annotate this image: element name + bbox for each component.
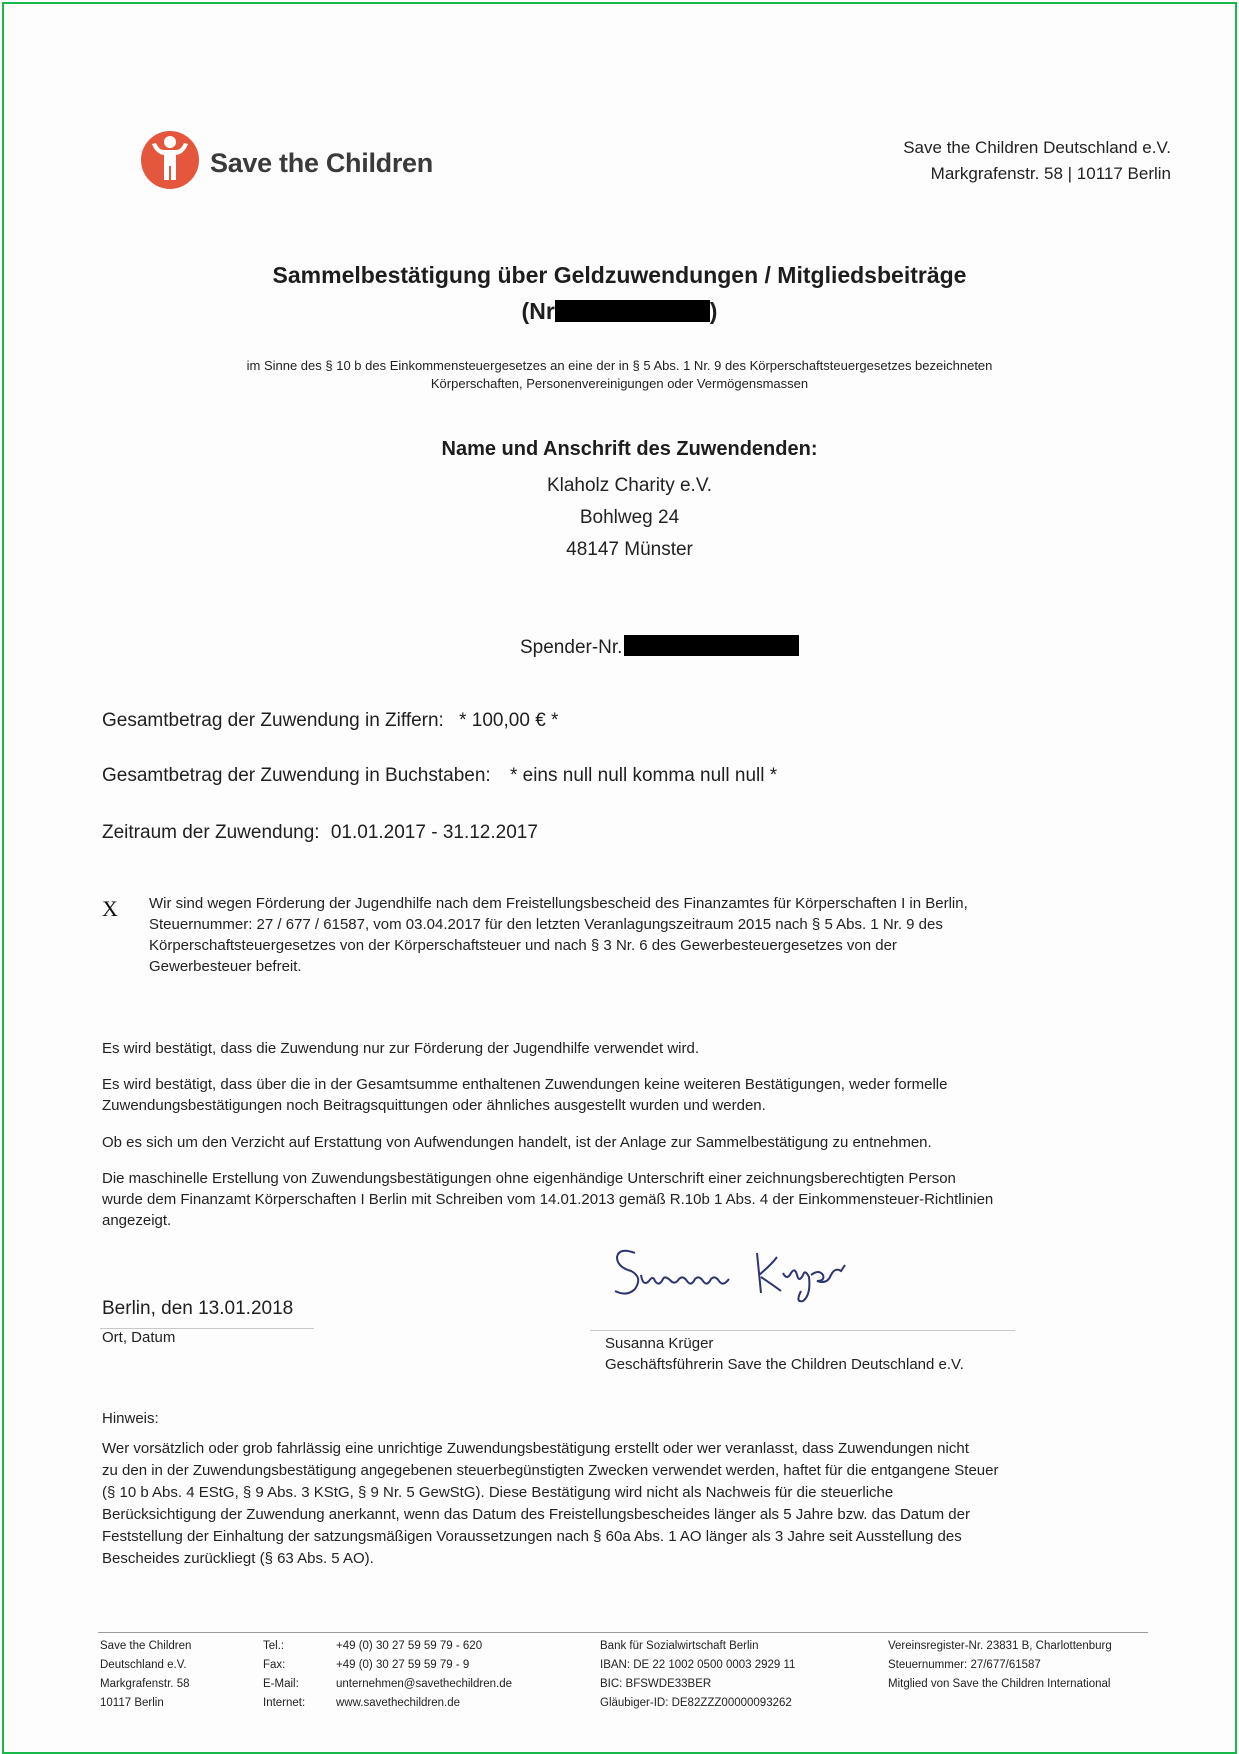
footer-line: Steuernummer: 27/677/61587	[888, 1659, 1041, 1671]
footer-phone: +49 (0) 30 27 59 59 79 - 620	[336, 1640, 483, 1652]
footer-bank	[600, 1637, 795, 1713]
exemption-line: Steuernummer: 27 / 677 / 61587, vom 03.04.2017 für den letzten Veranlagungszeitraum 2015 nach § 5 Abs. 1 Nr. 9 des	[149, 916, 943, 933]
statement-line: Zuwendungsbestätigungen noch Beitragsquittungen oder ähnliches ausgestellt wurden und werden.	[102, 1097, 766, 1114]
amount-words-value: * eins null null komma null null *	[509, 765, 778, 786]
donor-heading: Name und Anschrift des Zuwendenden:	[441, 438, 818, 460]
notice-line: Bescheides zurückliegt (§ 63 Abs. 5 AO).	[102, 1550, 374, 1567]
donor-address	[0, 470, 1239, 566]
statement-line: Es wird bestätigt, dass über die in der Gesamtsumme enthaltenen Zuwendungen keine weiteren Bestätigungen, weder formelle	[102, 1076, 948, 1093]
redaction-bar	[624, 635, 799, 656]
footer-line: IBAN: DE 22 1002 0500 0003 2929 11	[600, 1659, 796, 1671]
footer-address	[100, 1637, 191, 1713]
place-date-label: Ort, Datum	[102, 1329, 176, 1346]
exemption-line: Körperschaftsteuergesetzes von der Körperschaftsteuer und nach § 3 Nr. 6 des Gewerbesteuergesetzes von der	[149, 937, 897, 954]
subtitle-line: Körperschaften, Personenvereinigungen oder Vermögensmassen	[430, 376, 809, 391]
footer-line: Mitglied von Save the Children International	[888, 1678, 1111, 1690]
notice-line: Berücksichtigung der Zuwendung anerkannt, wenn das Datum des Freistellungsbescheides länger als 5 Jahre bzw. das Datum der	[102, 1506, 970, 1523]
logo-text: Save the Children	[210, 148, 433, 178]
notice-line: zu den in der Zuwendungsbestätigung angegebenen steuerbegünstigten Zwecken verwendet werden, haftet für die entgangene Steuer	[102, 1462, 999, 1479]
statement-waiver: Ob es sich um den Verzicht auf Erstattung von Aufwendungen handelt, ist der Anlage zur Sammelbestätigung zu entnehmen.	[102, 1134, 932, 1151]
footer-contact-labels	[263, 1637, 305, 1713]
subtitle-line: im Sinne des § 10 b des Einkommensteuergesetzes an eine der in § 5 Abs. 1 Nr. 9 des Körperschaftsteuergesetzes bezeichneten	[246, 358, 993, 373]
donor-name: Klaholz Charity e.V.	[546, 475, 713, 496]
amount-words-label: Gesamtbetrag der Zuwendung in Buchstaben:	[102, 765, 491, 786]
footer-label: Tel.:	[263, 1640, 285, 1652]
period-value: 01.01.2017 - 31.12.2017	[330, 822, 538, 843]
org-address: Markgrafenstr. 58 | 10117 Berlin	[930, 164, 1171, 183]
amount-digits-label: Gesamtbetrag der Zuwendung in Ziffern:	[102, 710, 444, 731]
donor-city: 48147 Münster	[566, 539, 693, 560]
exemption-checkbox: X	[102, 896, 118, 921]
footer-email: unternehmen@savethechildren.de	[336, 1678, 512, 1690]
footer-label: E-Mail:	[263, 1678, 299, 1690]
document-title: Sammelbestätigung über Geldzuwendungen / Mitgliedsbeiträge	[272, 262, 967, 288]
amount-words	[102, 765, 777, 787]
document-number	[0, 298, 1239, 325]
statement-machine-creation	[102, 1168, 993, 1231]
save-the-children-logo-icon	[138, 128, 202, 192]
signature-rule	[590, 1330, 1015, 1331]
spender-number	[520, 635, 799, 659]
statement-line: Die maschinelle Erstellung von Zuwendungsbestätigungen ohne eigenhändige Unterschrift einer zeichnungsberechtigten Person	[102, 1170, 956, 1187]
org-name: Save the Children Deutschland e.V.	[903, 138, 1171, 157]
org-header	[903, 135, 1171, 187]
signature-icon	[605, 1235, 855, 1305]
document-subtitle	[0, 357, 1239, 393]
exemption-line: Wir sind wegen Förderung der Jugendhilfe nach dem Freistellungsbescheid des Finanzamtes für Körperschaften I in Berlin,	[149, 895, 968, 912]
footer-line: Save the Children	[100, 1640, 192, 1652]
footer-label: Fax:	[263, 1659, 286, 1671]
redaction-bar	[555, 300, 710, 322]
spender-label: Spender-Nr.	[520, 637, 623, 658]
footer-rule	[98, 1632, 1148, 1633]
footer-line: Markgrafenstr. 58	[100, 1678, 190, 1690]
statement-line: angezeigt.	[102, 1212, 172, 1229]
signer-name: Susanna Krüger	[605, 1335, 714, 1352]
statement-no-other-confirmations	[102, 1074, 947, 1116]
footer-line: Deutschland e.V.	[100, 1659, 187, 1671]
footer-fax: +49 (0) 30 27 59 59 79 - 9	[336, 1659, 470, 1671]
donor-street: Bohlweg 24	[579, 507, 680, 528]
amount-digits-value: * 100,00 € *	[459, 710, 559, 731]
footer-website: www.savethechildren.de	[336, 1697, 461, 1709]
statement-line: wurde dem Finanzamt Körperschaften I Berlin mit Schreiben vom 14.01.2013 gemäß R.10b 1 Abs. 4 der Einkommensteuer-Richtlinien	[102, 1191, 994, 1208]
statement-usage: Es wird bestätigt, dass die Zuwendung nur zur Förderung der Jugendhilfe verwendet wird.	[102, 1040, 699, 1057]
notice-line: Wer vorsätzlich oder grob fahrlässig eine unrichtige Zuwendungsbestätigung erstellt oder wer veranlasst, dass Zuwendungen nicht	[102, 1440, 969, 1457]
donation-period	[102, 822, 538, 844]
notice-heading: Hinweis:	[102, 1410, 159, 1427]
footer-registry	[888, 1637, 1112, 1694]
footer-label: Internet:	[263, 1697, 306, 1709]
document-number-suffix: )	[709, 298, 718, 324]
footer-line: Vereinsregister-Nr. 23831 B, Charlottenburg	[888, 1640, 1112, 1652]
notice-line: (§ 10 b Abs. 4 EStG, § 9 Abs. 3 KStG, § 9 Nr. 5 GewStG). Diese Bestätigung wird nicht als Nachweis für die steuerliche	[102, 1484, 894, 1501]
footer-line: BIC: BFSWDE33BER	[600, 1678, 712, 1690]
document-number-prefix: (Nr	[521, 298, 555, 324]
exemption-line: Gewerbesteuer befreit.	[149, 958, 302, 975]
footer-line: 10117 Berlin	[100, 1697, 164, 1709]
footer-line: Bank für Sozialwirtschaft Berlin	[600, 1640, 759, 1652]
footer-line: Gläubiger-ID: DE82ZZZ00000093262	[600, 1697, 792, 1709]
footer-contact-values	[336, 1637, 512, 1713]
notice-text	[102, 1438, 1162, 1570]
place-date: Berlin, den 13.01.2018	[102, 1298, 294, 1319]
signer-block	[605, 1333, 964, 1375]
notice-line: Feststellung der Einhaltung der satzungsmäßigen Voraussetzungen nach § 60a Abs. 1 AO länger als 3 Jahre seit Ausstellung des	[102, 1528, 962, 1545]
handwritten-signature	[605, 1235, 855, 1305]
signer-title: Geschäftsführerin Save the Children Deutschland e.V.	[605, 1356, 964, 1373]
logo	[138, 128, 202, 192]
amount-digits	[102, 710, 558, 732]
exemption-text	[149, 893, 968, 977]
period-label: Zeitraum der Zuwendung:	[102, 822, 320, 843]
